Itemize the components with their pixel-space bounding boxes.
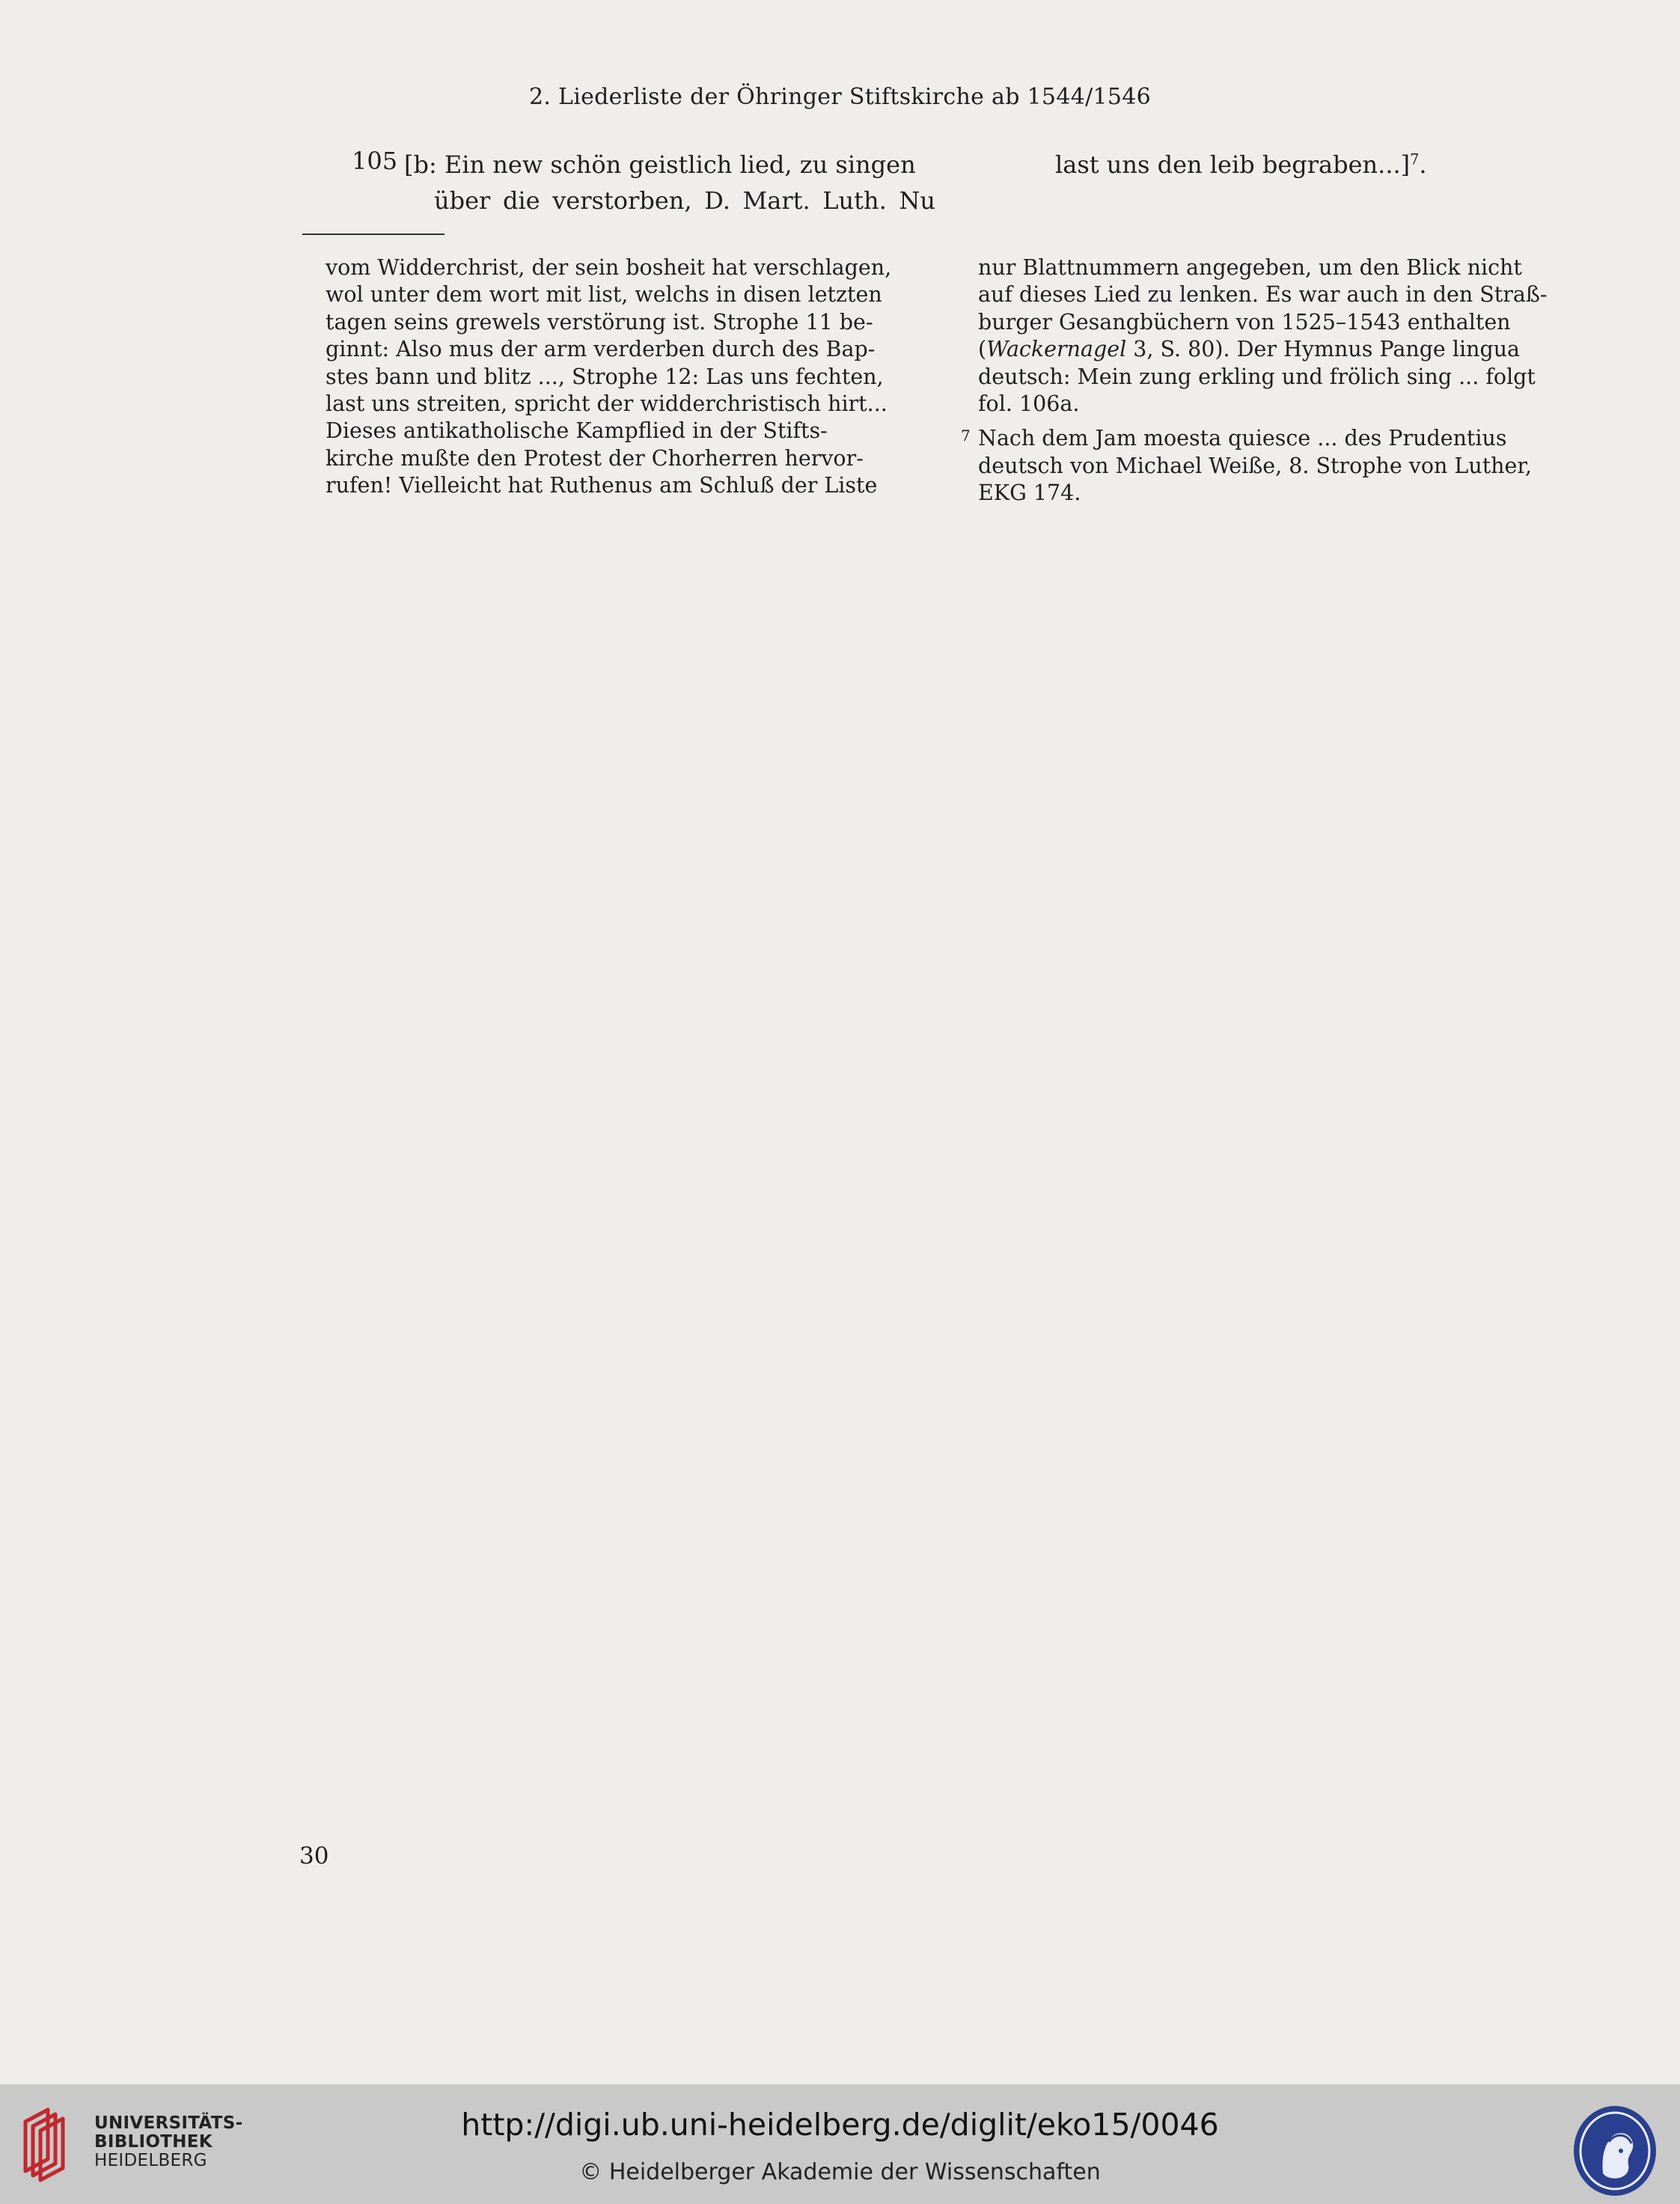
citation: 3, S. 80). Der Hymnus Pange lingua [1126,337,1521,362]
academy-seal-icon[interactable] [1571,2104,1658,2197]
footnote-7 [961,425,1569,507]
footnote-line: tagen seins grewels verstörung ist. Strophe 11 be- [326,309,873,335]
footnote-line [978,336,1569,363]
footnote-line: Nach dem Jam moesta quiesce ... des Prudentius [978,426,1507,451]
footnote-line: fol. 106a. [978,391,1080,417]
library-name-line: HEIDELBERG [94,2151,207,2170]
song-entry [404,147,935,219]
author-name: Wackernagel [986,337,1127,362]
permalink-url[interactable]: http://digi.ub.uni-heidelberg.de/diglit/eko15/0046 [461,2107,1219,2143]
footnote-right-column [961,254,1569,507]
footnote-7-marker: 7 [961,427,971,445]
song-line-1: [b: Ein new schön geistlich lied, zu singen [404,150,916,179]
footnote-line: kirche mußte den Protest der Chorherren hervor- [326,445,864,471]
footnote-line: burger Gesangbüchern von 1525–1543 enthalten [978,309,1511,335]
footnote-line: nur Blattnummern angegeben, um den Blick nicht [978,255,1522,280]
song-number: 105 [352,147,398,175]
song-line-2: über die verstorben, D. Mart. Luth. Nu [434,186,935,215]
library-name-line: UNIVERSITÄTS- [94,2113,243,2133]
footer-bar [0,2084,1680,2204]
footnote-line: deutsch: Mein zung erkling und frölich sing ... folgt [978,364,1536,389]
footnote-line: last uns streiten, spricht der widderchristisch hirt... [326,391,888,417]
footnote-line: wol unter dem wort mit list, welchs in disen letzten [326,282,882,308]
footnote-line: EKG 174. [978,480,1081,506]
library-name-line: BIBLIOTHEK [94,2132,213,2152]
copyright-notice: © Heidelberger Akademie der Wissenschaften [579,2159,1101,2185]
footnote-line: vom Widderchrist, der sein bosheit hat verschlagen, [326,255,892,280]
footnote-line: auf dieses Lied zu lenken. Es war auch in den Straß- [978,282,1548,308]
footnote-left-column [326,254,919,500]
page-number: 30 [299,1843,329,1869]
footnote-line: deutsch von Michael Weiße, 8. Strophe von Luther, [978,453,1532,478]
paren: ( [978,337,987,362]
footnote-line: Dieses antikatholische Kampflied in der Stifts- [326,418,828,444]
footnote-line: stes bann und blitz ..., Strophe 12: Las uns fechten, [326,364,884,389]
footnote-line: ginnt: Also mus der arm verderben durch des Bap- [326,337,876,362]
footnote-ref-7: 7 [1410,150,1420,168]
footnote-rule [302,233,445,235]
song-entry-continued: last uns den leib begraben...]$^7$. [1055,150,1427,179]
song-line-3: last uns den leib begraben...] [1055,150,1411,179]
page-header: 2. Liederliste der Öhringer Stiftskirche ab 1544/1546 [528,84,1152,110]
footnote-line: rufen! Vielleicht hat Ruthenus am Schluß der Liste [326,473,878,498]
